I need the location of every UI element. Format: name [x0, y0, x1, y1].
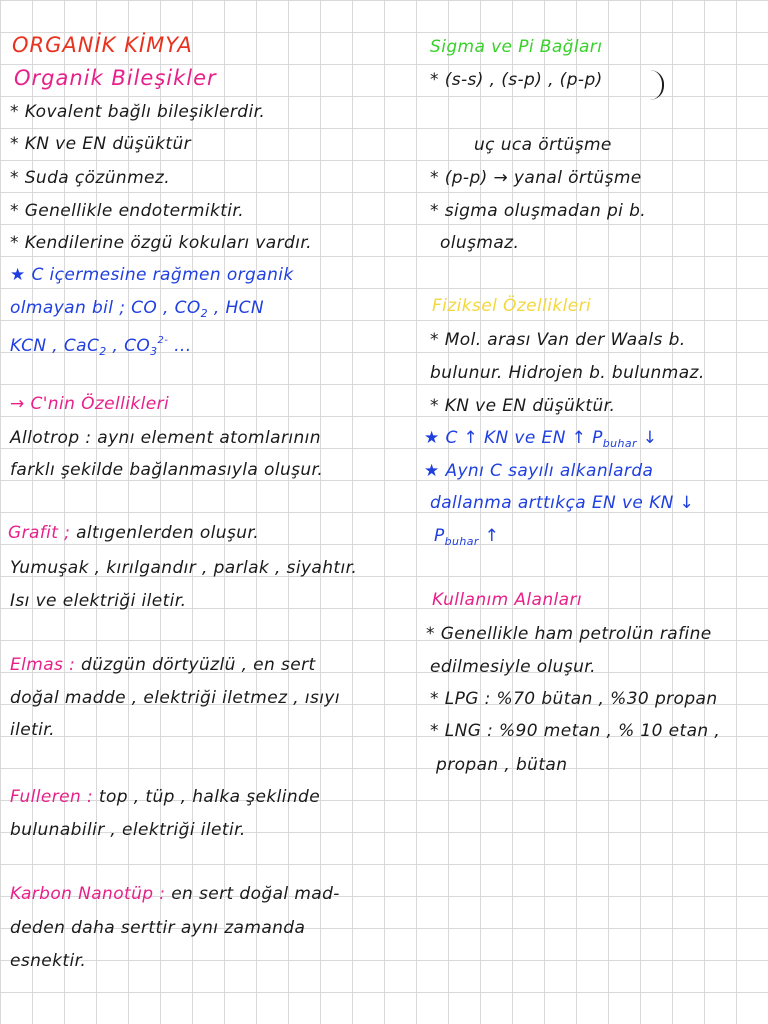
section-title-fiziksel: Fiziksel Özellikleri: [432, 296, 592, 316]
section-title-c-ozellikleri: → C'nin Özellikleri: [10, 394, 170, 414]
section-title-sigma-pi: Sigma ve Pi Bağları: [430, 37, 603, 57]
kullanim-line: edilmesiyle oluşur.: [430, 657, 596, 677]
elmas-line: doğal madde , elektriği iletmez , ısıyı: [10, 688, 340, 708]
nanotup-term: Karbon Nanotüp :: [10, 884, 166, 904]
nanotup-line: [10, 883, 340, 905]
grafit-line: Yumuşak , kırılgandır , parlak , siyahtır.: [10, 558, 358, 578]
page-title: ORGANİK KİMYA: [12, 33, 193, 57]
subscript: 2: [200, 307, 209, 320]
subscript: 2: [99, 345, 107, 358]
fiziksel-line: bulunur. Hidrojen b. bulunmaz.: [430, 363, 705, 383]
fiziksel-line: * KN ve EN düşüktür.: [430, 396, 616, 416]
star-note-text: , HCN: [208, 298, 265, 318]
subscript: buhar: [602, 437, 637, 450]
nanotup-line: deden daha serttir aynı zamanda: [10, 918, 306, 938]
fulleren-line: [10, 786, 320, 808]
bullet-line: * Kendilerine özgü kokuları vardır.: [10, 233, 312, 253]
fiziksel-text: ★ C ↑ KN ve EN ↑ P: [424, 428, 603, 448]
allotrop-term: Allotrop :: [10, 428, 92, 448]
fiziksel-text: ↑: [478, 526, 500, 546]
nanotup-line: esnektir.: [10, 951, 87, 971]
bullet-line: * Suda çözünmez.: [10, 168, 171, 188]
fiziksel-line: ★ Aynı C sayılı alkanlarda: [424, 461, 654, 481]
elmas-line: iletir.: [10, 720, 55, 740]
star-note-line: ★ C içermesine rağmen organik: [10, 265, 294, 285]
bullet-line: * KN ve EN düşüktür: [10, 134, 192, 154]
fiziksel-text: ↓: [636, 428, 658, 448]
bullet-line: * Genellikle endotermiktir.: [10, 201, 245, 221]
section-title-organik-bilesikler: Organik Bileşikler: [14, 66, 217, 90]
star-note-line: [10, 297, 264, 325]
nanotup-def: en sert doğal mad-: [165, 884, 340, 904]
fulleren-def: top , tüp , halka şeklinde: [93, 787, 321, 807]
sigma-line: oluşmaz.: [440, 233, 520, 253]
star-note-line: [10, 330, 192, 363]
fiziksel-line: [424, 427, 657, 455]
elmas-def: düzgün dörtyüzlü , en sert: [75, 655, 316, 675]
allotrop-line: farklı şekilde bağlanmasıyla oluşur.: [10, 460, 324, 480]
sigma-line: * (s-s) , (s-p) , (p-p): [430, 70, 603, 90]
star-note-text: , CO: [106, 336, 151, 356]
sigma-line: * sigma oluşmadan pi b.: [430, 201, 647, 221]
fulleren-term: Fulleren :: [10, 787, 94, 807]
bullet-line: * Kovalent bağlı bileşiklerdir.: [10, 102, 266, 122]
sigma-line: * (p-p) → yanal örtüşme: [430, 168, 642, 188]
elmas-term: Elmas :: [10, 655, 76, 675]
kullanim-line: propan , bütan: [436, 755, 568, 775]
star-note-text: KCN , CaC: [10, 336, 100, 356]
subscript: buhar: [444, 535, 479, 548]
fiziksel-line: * Mol. arası Van der Waals b.: [430, 330, 686, 350]
section-title-kullanim: Kullanım Alanları: [432, 590, 582, 610]
superscript: 2-: [157, 335, 169, 346]
kullanim-line: * LNG : %90 metan , % 10 etan ,: [430, 721, 721, 741]
grafit-def: altıgenlerden oluşur.: [70, 523, 260, 543]
brace-mark: [650, 70, 664, 100]
sigma-line: uç uca örtüşme: [474, 135, 612, 155]
star-note-text: ...: [168, 336, 192, 356]
kullanim-line: * LPG : %70 bütan , %30 propan: [430, 689, 718, 709]
star-note-text: olmayan bil ; CO , CO: [10, 298, 201, 318]
kullanim-line: * Genellikle ham petrolün rafine: [426, 624, 712, 644]
elmas-line: [10, 654, 316, 676]
fulleren-line: bulunabilir , elektriği iletir.: [10, 820, 246, 840]
subscript: 3: [150, 345, 158, 358]
allotrop-def: aynı element atomlarının: [91, 428, 321, 448]
fiziksel-line: dallanma arttıkça EN ve KN ↓: [430, 493, 695, 513]
fiziksel-text: P: [434, 526, 445, 546]
fiziksel-line: [434, 525, 499, 553]
allotrop-line: [10, 427, 321, 449]
grafit-line: [8, 522, 259, 544]
grafit-line: Isı ve elektriği iletir.: [10, 591, 187, 611]
grafit-term: Grafit ;: [8, 523, 71, 543]
